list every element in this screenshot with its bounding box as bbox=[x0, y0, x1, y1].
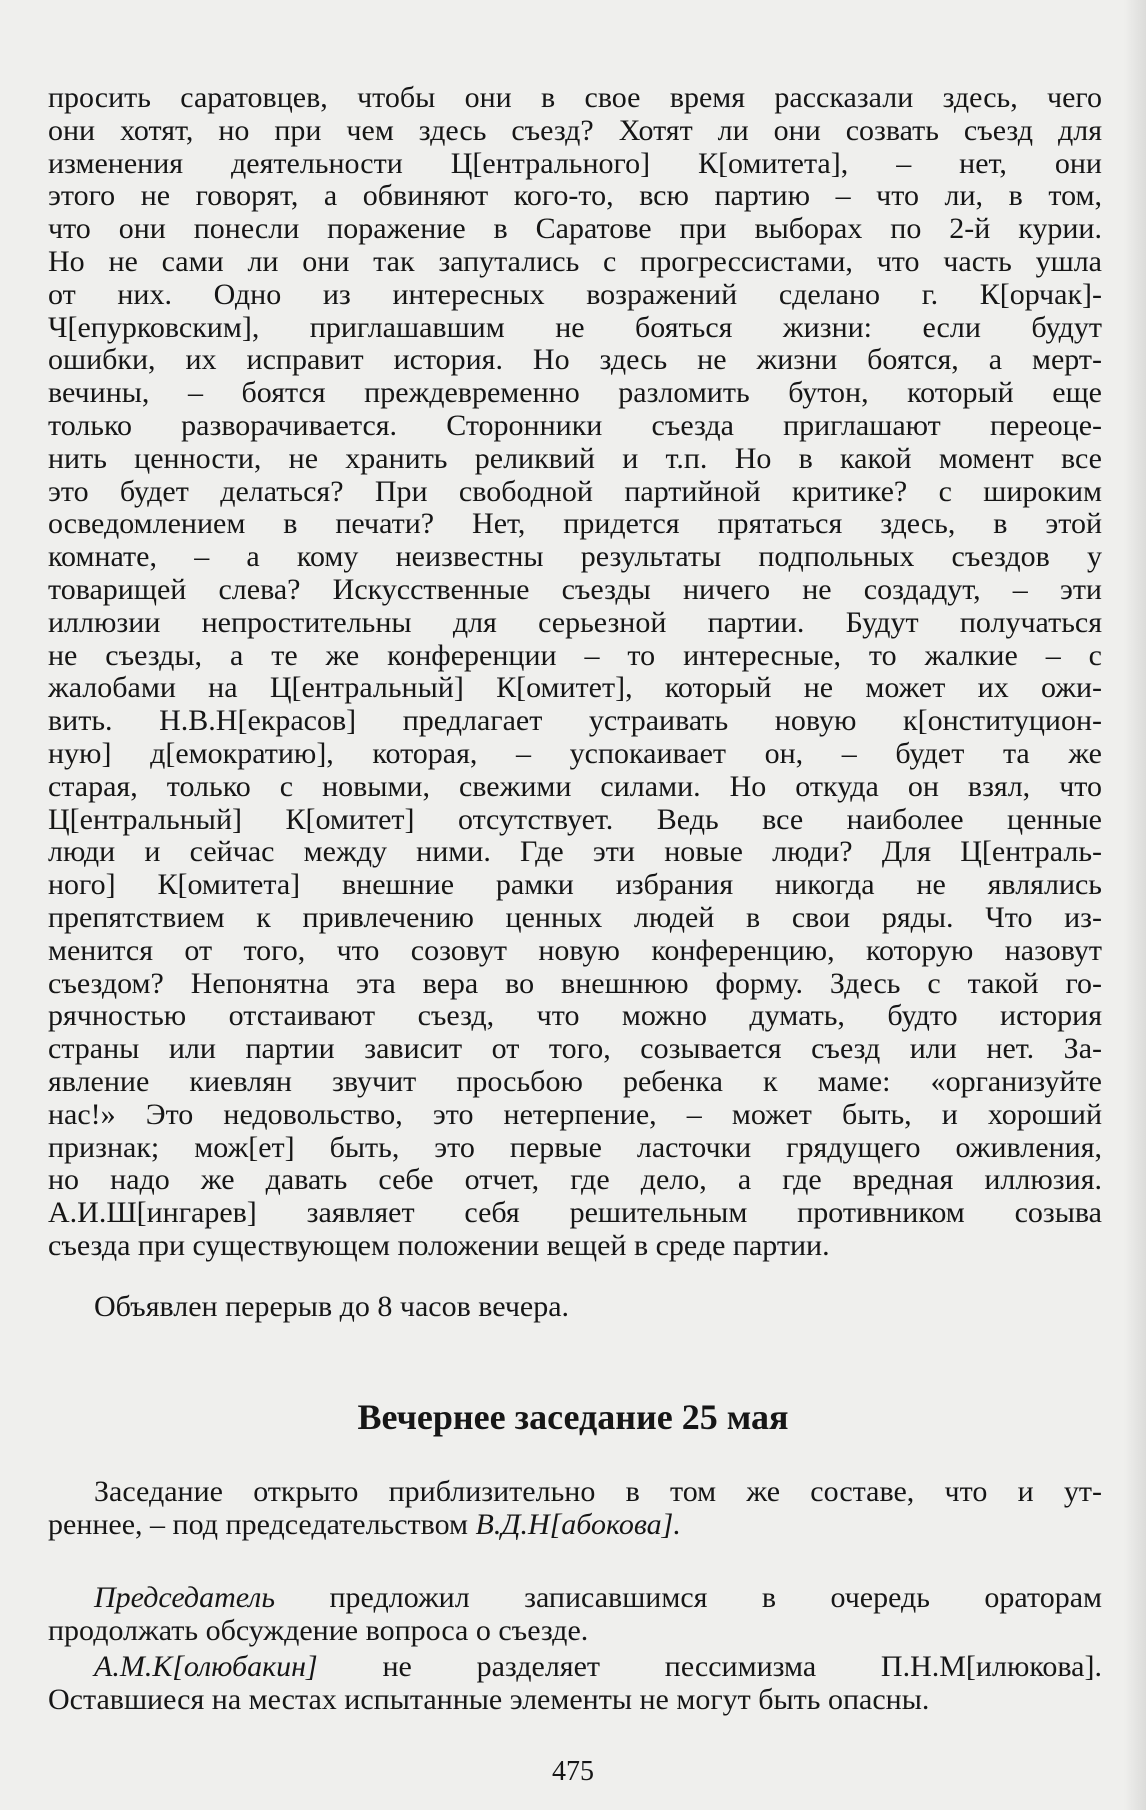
text-line bbox=[48, 246, 1102, 279]
text-segment: Ч[епурковским], приглашавшим не бояться жизни: если будут bbox=[48, 310, 1102, 344]
paragraph-chairman bbox=[48, 1582, 1102, 1648]
text-line bbox=[48, 1099, 1102, 1132]
text-segment: реннее, – под председательством bbox=[48, 1507, 476, 1541]
text-line bbox=[48, 804, 1102, 837]
text-segment: товарищей слева? Искусственные съезды ничего не создадут, – эти bbox=[48, 572, 1102, 606]
text-line bbox=[48, 869, 1102, 902]
text-segment: признак; мож[ет] быть, это первые ласточки грядущего оживления, bbox=[48, 1130, 1102, 1164]
text-line bbox=[48, 902, 1102, 935]
text-segment: жалобами на Ц[ентральный] К[омитет], который не может их ожи- bbox=[48, 671, 1102, 705]
text-line bbox=[48, 115, 1102, 148]
paragraph-session-opened bbox=[48, 1476, 1102, 1542]
text-line bbox=[48, 771, 1102, 804]
text-segment: ошибки, их исправит история. Но здесь не жизни боятся, а мерт- bbox=[48, 343, 1102, 377]
text-segment: просить саратовцев, чтобы они в свое время рассказали здесь, чего bbox=[48, 81, 1102, 114]
text-segment: но надо же давать себе отчет, где дело, а где вредная иллюзия. bbox=[48, 1163, 1102, 1197]
text-line bbox=[48, 541, 1102, 574]
text-line bbox=[48, 574, 1102, 607]
italic-name-segment: А.М.К[олюбакин] bbox=[94, 1650, 318, 1683]
text-line bbox=[48, 1291, 1102, 1324]
text-segment: съездом? Непонятна эта вера во внешнюю форму. Здесь с такой го- bbox=[48, 966, 1102, 1000]
text-segment: рячностью отстаивают съезд, что можно думать, будто история bbox=[48, 999, 1102, 1033]
text-line bbox=[48, 508, 1102, 541]
text-segment: они хотят, но при чем здесь съезд? Хотят ли они созвать съезд для bbox=[48, 113, 1102, 147]
text-line bbox=[48, 82, 1102, 115]
text-line bbox=[48, 1684, 1102, 1717]
text-line bbox=[48, 1132, 1102, 1165]
text-segment: съезда при существующем положении вещей в среде партии. bbox=[48, 1228, 830, 1262]
text-line bbox=[48, 1033, 1102, 1066]
text-segment: Но не сами ли они так запутались с прогрессистами, что часть ушла bbox=[48, 244, 1102, 278]
text-segment: нас!» Это недовольство, это нетерпение, – может быть, и хороший bbox=[48, 1097, 1102, 1131]
text-segment: что они понесли поражение в Саратове при выборах по 2-й курии. bbox=[48, 212, 1102, 246]
text-segment: вечины, – боятся преждевременно разломить бутон, который еще bbox=[48, 376, 1102, 410]
text-line bbox=[48, 344, 1102, 377]
text-line bbox=[48, 1230, 1102, 1263]
text-segment: Оставшиеся на местах испытанные элементы не могут быть опасны. bbox=[48, 1682, 930, 1716]
text-segment: нить ценности, не хранить реликвий и т.п. Но в какой момент все bbox=[48, 441, 1102, 475]
text-segment: А.И.Ш[ингарев] заявляет себя решительным противником созыва bbox=[48, 1196, 1102, 1230]
text-line bbox=[48, 968, 1102, 1001]
text-line bbox=[48, 410, 1102, 443]
text-segment: не съезды, а те же конференции – то интересные, то жалкие – с bbox=[48, 638, 1102, 672]
text-line bbox=[48, 1582, 1102, 1615]
text-segment: только разворачивается. Сторонники съезда приглашают переоце- bbox=[48, 408, 1102, 442]
text-line bbox=[48, 213, 1102, 246]
paragraph-break-announcement bbox=[48, 1291, 1102, 1324]
text-line bbox=[48, 738, 1102, 771]
text-line bbox=[48, 836, 1102, 869]
text-segment: не разделяет пессимизма П.Н.М[илюкова]. bbox=[317, 1650, 1102, 1683]
text-segment: препятствием к привлечению ценных людей в свои ряды. Что из- bbox=[48, 900, 1102, 934]
italic-name-segment: В.Д.Н[абокова]. bbox=[475, 1507, 681, 1541]
italic-name-segment: Председатель bbox=[94, 1581, 276, 1614]
text-line bbox=[48, 377, 1102, 410]
text-line bbox=[48, 148, 1102, 181]
text-segment: вить. Н.В.Н[екрасов] предлагает устраивать новую к[онституцион- bbox=[48, 704, 1102, 738]
text-line bbox=[48, 1509, 1102, 1542]
text-line bbox=[48, 180, 1102, 213]
page-number: 475 bbox=[552, 1756, 594, 1787]
text-line bbox=[48, 443, 1102, 476]
text-segment: страны или партии зависит от того, созывается съезд или нет. За- bbox=[48, 1032, 1102, 1066]
text-line bbox=[48, 935, 1102, 968]
text-segment: явление киевлян звучит просьбою ребенка к маме: «организуйте bbox=[48, 1064, 1102, 1098]
text-segment: предложил записавшимся в очередь ораторам bbox=[275, 1581, 1102, 1614]
text-segment: осведомлением в печати? Нет, придется прятаться здесь, в этой bbox=[48, 507, 1102, 541]
text-line bbox=[48, 705, 1102, 738]
text-segment: Заседание открыто приблизительно в том же составе, что и ут- bbox=[94, 1475, 1102, 1508]
text-line bbox=[48, 1164, 1102, 1197]
text-line bbox=[48, 1197, 1102, 1230]
paragraph-speech-continuation bbox=[48, 82, 1102, 1263]
text-line bbox=[48, 1000, 1102, 1033]
paragraph-kolyubakin bbox=[48, 1651, 1102, 1717]
text-line bbox=[48, 1066, 1102, 1099]
text-segment: комнате, – а кому неизвестны результаты подпольных съездов у bbox=[48, 540, 1102, 574]
text-segment: это будет делаться? При свободной партийной критике? с широким bbox=[48, 474, 1102, 508]
text-segment: изменения деятельности Ц[ентрального] К[омитета], – нет, они bbox=[48, 146, 1102, 180]
text-segment: менится от того, что созовут новую конференцию, которую назовут bbox=[48, 933, 1102, 967]
text-segment: иллюзии непростительны для серьезной партии. Будут получаться bbox=[48, 605, 1102, 639]
text-line bbox=[48, 1615, 1102, 1648]
text-segment: продолжать обсуждение вопроса о съезде. bbox=[48, 1613, 589, 1647]
text-segment: ную] д[емократию], которая, – успокаивает он, – будет та же bbox=[48, 736, 1102, 770]
text-segment: этого не говорят, а обвиняют кого-то, всю партию – что ли, в том, bbox=[48, 179, 1102, 213]
text-line bbox=[48, 607, 1102, 640]
text-line bbox=[48, 279, 1102, 312]
text-line bbox=[48, 1476, 1102, 1509]
text-segment: ного] К[омитета] внешние рамки избрания никогда не являлись bbox=[48, 868, 1102, 902]
page-edge-shadow bbox=[1124, 0, 1146, 1810]
text-segment: люди и сейчас между ними. Где эти новые люди? Для Ц[ентраль- bbox=[48, 835, 1102, 869]
section-heading: Вечернее заседание 25 мая bbox=[357, 1397, 789, 1437]
text-line bbox=[48, 1651, 1102, 1684]
text-segment: старая, только с новыми, свежими силами. Но откуда он взял, что bbox=[48, 769, 1102, 803]
text-line bbox=[48, 312, 1102, 345]
text-segment: от них. Одно из интересных возражений сделано г. К[орчак]- bbox=[48, 277, 1102, 311]
text-line bbox=[48, 640, 1102, 673]
text-segment: Ц[ентральный] К[омитет] отсутствует. Ведь все наиболее ценные bbox=[48, 802, 1102, 836]
text-line bbox=[48, 672, 1102, 705]
text-line bbox=[48, 476, 1102, 509]
text-segment: Объявлен перерыв до 8 часов вечера. bbox=[94, 1290, 570, 1323]
